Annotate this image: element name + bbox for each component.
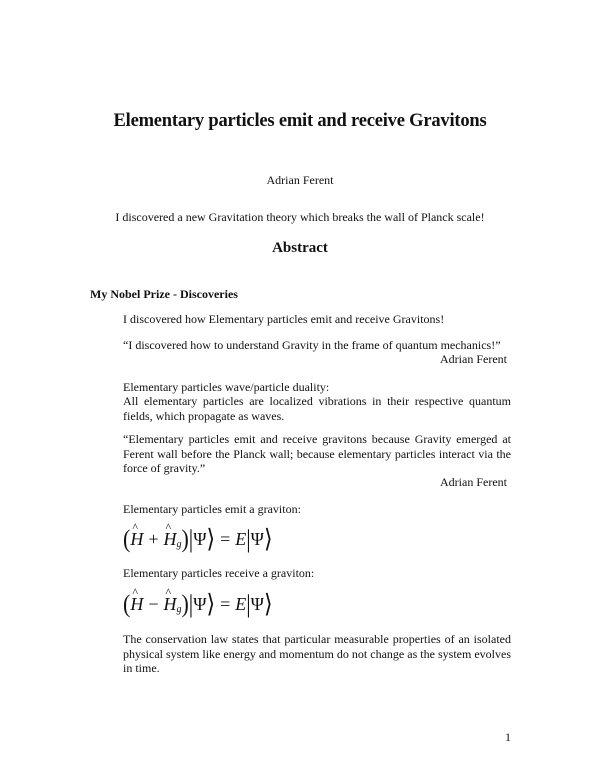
abstract-heading: Abstract xyxy=(272,240,328,256)
psi-symbol: Ψ xyxy=(193,593,207,614)
psi-symbol-rhs: Ψ xyxy=(250,528,264,549)
intro-paragraph: I discovered how Elementary particles emit and receive Gravitons! xyxy=(123,312,445,326)
emit-equation: ( ^ H + ^ H g )| Ψ ⟩ = E | Ψ ⟩ xyxy=(123,526,273,552)
page-number: 1 xyxy=(505,730,511,744)
minus-operator: − xyxy=(148,593,159,614)
graviton-hamiltonian-symbol: ^ H xyxy=(163,529,176,550)
section-heading: My Nobel Prize - Discoveries xyxy=(90,287,238,301)
psi-symbol-rhs: Ψ xyxy=(250,593,264,614)
receive-label: Elementary particles receive a graviton: xyxy=(123,566,315,580)
hamiltonian-symbol: ^ H xyxy=(130,529,143,550)
energy-symbol: E xyxy=(235,528,247,549)
graviton-subscript: g xyxy=(176,538,182,550)
equals-sign: = xyxy=(220,593,231,614)
duality-text: All elementary particles are localized vibrations in their respective quantum fields, which propagate as waves. xyxy=(123,394,511,423)
quote-2-author: Adrian Ferent xyxy=(440,475,507,489)
quote-1: “I discovered how to understand Gravity in the frame of quantum mechanics!” xyxy=(123,338,501,352)
duality-heading: Elementary particles wave/particle duality: xyxy=(123,380,330,394)
hamiltonian-symbol: ^ H xyxy=(130,594,143,615)
psi-symbol: Ψ xyxy=(193,528,207,549)
graviton-subscript: g xyxy=(176,603,182,615)
receive-equation: ( ^ H − ^ H g )| Ψ ⟩ = E | Ψ ⟩ xyxy=(123,591,273,617)
energy-symbol: E xyxy=(235,593,247,614)
graviton-hamiltonian-symbol: ^ H xyxy=(163,594,176,615)
paper-title: Elementary particles emit and receive Gravitons xyxy=(113,111,487,131)
quote-2: “Elementary particles emit and receive gravitons because Gravity emerged at Ferent wall before the Planck wall; because elementary particles interact via the force of gravity.” xyxy=(123,432,511,475)
author-name: Adrian Ferent xyxy=(266,173,334,187)
conservation-paragraph: The conservation law states that particular measurable properties of an isolated physical system like energy and momentum do not change as the system evolves in time. xyxy=(123,632,511,675)
equals-sign: = xyxy=(220,528,231,549)
tagline: I discovered a new Gravitation theory which breaks the wall of Planck scale! xyxy=(115,210,485,224)
emit-label: Elementary particles emit a graviton: xyxy=(123,502,301,516)
quote-1-author: Adrian Ferent xyxy=(440,352,507,366)
plus-operator: + xyxy=(148,528,159,549)
